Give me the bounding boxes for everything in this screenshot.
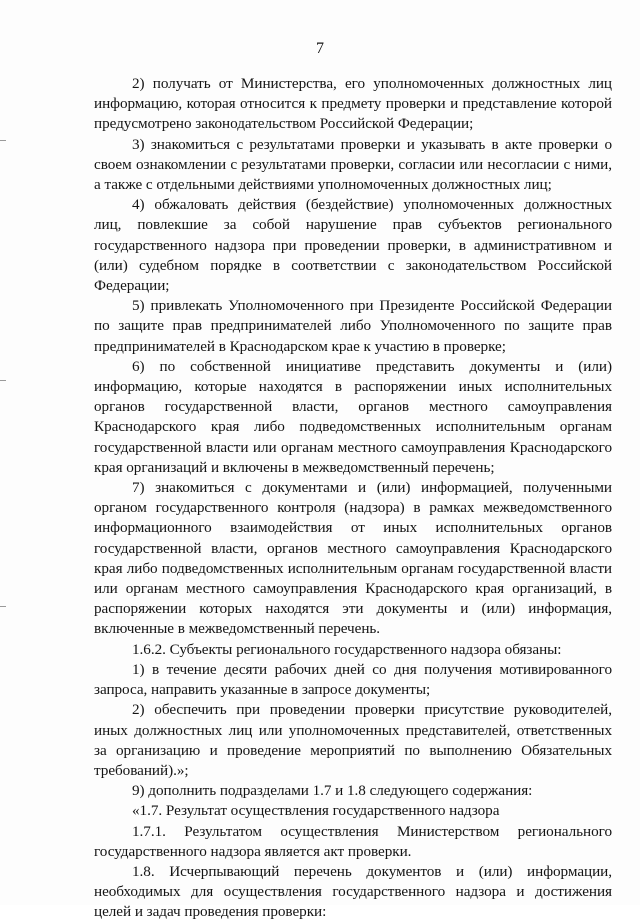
amendment-item-9: 9) дополнить подразделами 1.7 и 1.8 следующего содержания: (132, 782, 533, 800)
scan-edge-mark (0, 140, 6, 141)
paragraph-item-2: 2) получать от Министерства, его уполномоченных должностных лиц информацию, которая относится к предмету проверки и представление которой предусмотрено законодательством Российской Федерации; (94, 75, 612, 133)
scan-edge-mark (0, 606, 6, 607)
paragraph-item-6: 6) по собственной инициативе представить документы и (или) информацию, которые находятся в распоряжении иных исполнительных органов государственной власти, органов местного самоуправления Краснодарского края либо подведомственных исполнительным органам государственной власти или органам местного самоуправления Краснодарского края организаций и включены в межведомственный перечень; (94, 357, 612, 476)
paragraph-item-4: 4) обжаловать действия (бездействие) уполномоченных должностных лиц, повлекшие за собой нарушение прав субъектов регионального государственного надзора при проведении проверки, в административном и (или) судебном порядке в соответствии с законодательством Российской Федерации; (94, 196, 612, 295)
section-1-8: 1.8. Исчерпывающий перечень документов и (или) информации, необходимых для осуществления государственного надзора и достижения целей и задач проведения проверки: (94, 862, 612, 921)
obligation-item-1: 1) в течение десяти рабочих дней со дня получения мотивированного запроса, направить указанные в запросе документы; (94, 660, 612, 699)
scan-edge-mark (0, 380, 6, 381)
section-heading-1-7: «1.7. Результат осуществления государственного надзора (132, 802, 500, 820)
paragraph-item-5: 5) привлекать Уполномоченного при Президенте Российской Федерации по защите прав предпринимателей либо Уполномоченного по защите прав предпринимателей в Краснодарском крае к участию в проверке; (94, 297, 612, 355)
obligation-item-2: 2) обеспечить при проведении проверки присутствие руководителей, иных должностных лиц или уполномоченных представителей, ответственных за организацию и проведение мероприятий по выполнению Обязательных требований).»; (94, 701, 612, 779)
page-number: 7 (316, 40, 324, 57)
paragraph-item-3: 3) знакомиться с результатами проверки и указывать в акте проверки о своем ознакомлении с результатами проверки, согласии или несогласии с ними, а также с отдельными действиями уполномоченных должностных лиц; (94, 135, 612, 194)
section-1-7-1: 1.7.1. Результатом осуществления Министерством регионального государственного надзора является акт проверки. (94, 822, 612, 860)
section-heading-1-6-2: 1.6.2. Субъекты регионального государственного надзора обязаны: (132, 640, 562, 658)
document-body (94, 74, 612, 923)
paragraph-item-7: 7) знакомиться с документами и (или) информацией, полученными органом государственного контроля (надзора) в рамках межведомственного информационного взаимодействия от иных исполнительных органов государственной власти, органов местного самоуправления Краснодарского края либо подведомственных исполнительным органам государственной власти или органам местного самоуправления Краснодарского края организаций, в распоряжении которых находятся эти документы и (или) информация, включенные в межведомственный перечень. (94, 479, 612, 638)
